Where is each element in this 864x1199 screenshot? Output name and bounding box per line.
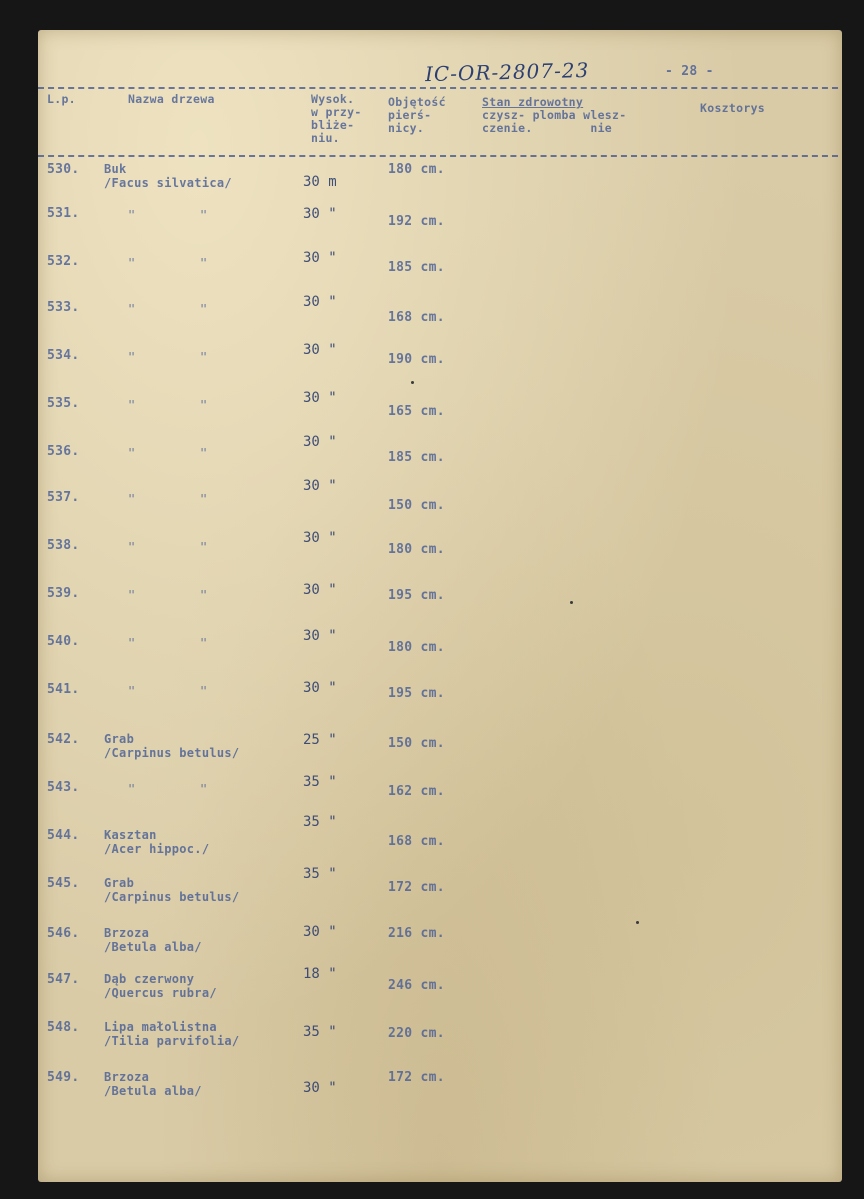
ditto-mark: ": [128, 350, 136, 364]
header-condition-title: Stan zdrowotny: [482, 95, 584, 109]
tree-name: Kasztan /Acer hippoc./: [104, 828, 210, 856]
tree-height: 30 ": [303, 250, 337, 266]
tree-height: 30 ": [303, 582, 337, 598]
row-number: 530.: [47, 162, 80, 177]
row-number: 544.: [47, 828, 80, 843]
tree-height: 30 ": [303, 342, 337, 358]
tree-name: Grab /Carpinus betulus/: [104, 732, 240, 760]
header-volume: Objętość pierś- nicy.: [388, 95, 446, 135]
tree-height: 30 ": [303, 478, 337, 494]
ditto-mark: ": [200, 588, 208, 602]
header-cost: Kosztorys: [700, 101, 766, 115]
row-number: 542.: [47, 732, 80, 747]
trunk-volume: 185 cm.: [388, 260, 445, 275]
header-name: Nazwa drzewa: [128, 92, 215, 106]
trunk-volume: 168 cm.: [388, 310, 445, 325]
ditto-mark: ": [200, 684, 208, 698]
trunk-volume: 180 cm.: [388, 542, 445, 557]
ditto-mark: ": [200, 540, 208, 554]
ditto-mark: ": [128, 208, 136, 222]
ditto-mark: ": [200, 398, 208, 412]
trunk-volume: 195 cm.: [388, 588, 445, 603]
header-lp: L.p.: [47, 92, 76, 106]
ditto-mark: ": [200, 782, 208, 796]
trunk-volume: 165 cm.: [388, 404, 445, 419]
ditto-mark: ": [200, 492, 208, 506]
tree-name: Lipa małolistna /Tilia parvifolia/: [104, 1020, 240, 1048]
tree-height: 30 ": [303, 1080, 337, 1096]
ditto-mark: ": [200, 208, 208, 222]
row-number: 532.: [47, 254, 80, 269]
ditto-mark: ": [128, 588, 136, 602]
trunk-volume: 172 cm.: [388, 880, 445, 895]
ditto-mark: ": [200, 256, 208, 270]
row-number: 545.: [47, 876, 80, 891]
ditto-mark: ": [128, 684, 136, 698]
tree-height: 35 ": [303, 1024, 337, 1040]
tree-height: 30 ": [303, 206, 337, 222]
tree-height: 30 m: [303, 174, 337, 190]
trunk-volume: 172 cm.: [388, 1070, 445, 1085]
trunk-volume: 195 cm.: [388, 686, 445, 701]
tree-height: 30 ": [303, 294, 337, 310]
trunk-volume: 180 cm.: [388, 640, 445, 655]
trunk-volume: 246 cm.: [388, 978, 445, 993]
tree-height: 30 ": [303, 680, 337, 696]
trunk-volume: 180 cm.: [388, 162, 445, 177]
tree-height: 30 ": [303, 628, 337, 644]
tree-height: 30 ": [303, 390, 337, 406]
row-number: 535.: [47, 396, 80, 411]
row-number: 540.: [47, 634, 80, 649]
trunk-volume: 192 cm.: [388, 214, 445, 229]
ditto-mark: ": [128, 492, 136, 506]
tree-height: 30 ": [303, 924, 337, 940]
row-number: 533.: [47, 300, 80, 315]
row-number: 534.: [47, 348, 80, 363]
ditto-mark: ": [200, 446, 208, 460]
trunk-volume: 190 cm.: [388, 352, 445, 367]
tree-name: Buk /Facus silvatica/: [104, 162, 232, 190]
ditto-mark: ": [200, 302, 208, 316]
ditto-mark: ": [200, 350, 208, 364]
trunk-volume: 185 cm.: [388, 450, 445, 465]
tree-height: 30 ": [303, 434, 337, 450]
row-number: 548.: [47, 1020, 80, 1035]
trunk-volume: 150 cm.: [388, 498, 445, 513]
handwritten-reference-number: IC-OR-2807-23: [424, 57, 590, 87]
row-number: 536.: [47, 444, 80, 459]
tree-height: 35 ": [303, 774, 337, 790]
ditto-mark: ": [128, 302, 136, 316]
paper-speck: [636, 921, 639, 924]
row-number: 531.: [47, 206, 80, 221]
page-number: - 28 -: [665, 64, 714, 79]
tree-height: 18 ": [303, 966, 337, 982]
header-height: Wysok. w przy- bliże- niu.: [311, 92, 362, 145]
ditto-mark: ": [128, 782, 136, 796]
tree-name: Grab /Carpinus betulus/: [104, 876, 240, 904]
trunk-volume: 216 cm.: [388, 926, 445, 941]
trunk-volume: 220 cm.: [388, 1026, 445, 1041]
row-number: 539.: [47, 586, 80, 601]
tree-height: 35 ": [303, 866, 337, 882]
header-top-rule: [38, 87, 838, 89]
row-number: 549.: [47, 1070, 80, 1085]
trunk-volume: 162 cm.: [388, 784, 445, 799]
ditto-mark: ": [128, 636, 136, 650]
paper-speck: [570, 601, 573, 604]
row-number: 538.: [47, 538, 80, 553]
row-number: 547.: [47, 972, 80, 987]
tree-height: 25 ": [303, 732, 337, 748]
ditto-mark: ": [128, 256, 136, 270]
row-number: 541.: [47, 682, 80, 697]
row-number: 537.: [47, 490, 80, 505]
ditto-mark: ": [128, 446, 136, 460]
trunk-volume: 150 cm.: [388, 736, 445, 751]
header-condition-sub: czysz- plomba wlesz- czenie. nie: [482, 108, 627, 135]
paper-speck: [411, 381, 414, 384]
row-number: 546.: [47, 926, 80, 941]
tree-name: Dąb czerwony /Quercus rubra/: [104, 972, 217, 1000]
ditto-mark: ": [200, 636, 208, 650]
tree-name: Brzoza /Betula alba/: [104, 926, 202, 954]
ditto-mark: ": [128, 540, 136, 554]
tree-name: Brzoza /Betula alba/: [104, 1070, 202, 1098]
ditto-mark: ": [128, 398, 136, 412]
document-page: [38, 30, 842, 1182]
row-number: 543.: [47, 780, 80, 795]
header-bottom-rule: [38, 155, 838, 157]
trunk-volume: 168 cm.: [388, 834, 445, 849]
tree-height: 30 ": [303, 530, 337, 546]
tree-height: 35 ": [303, 814, 337, 830]
